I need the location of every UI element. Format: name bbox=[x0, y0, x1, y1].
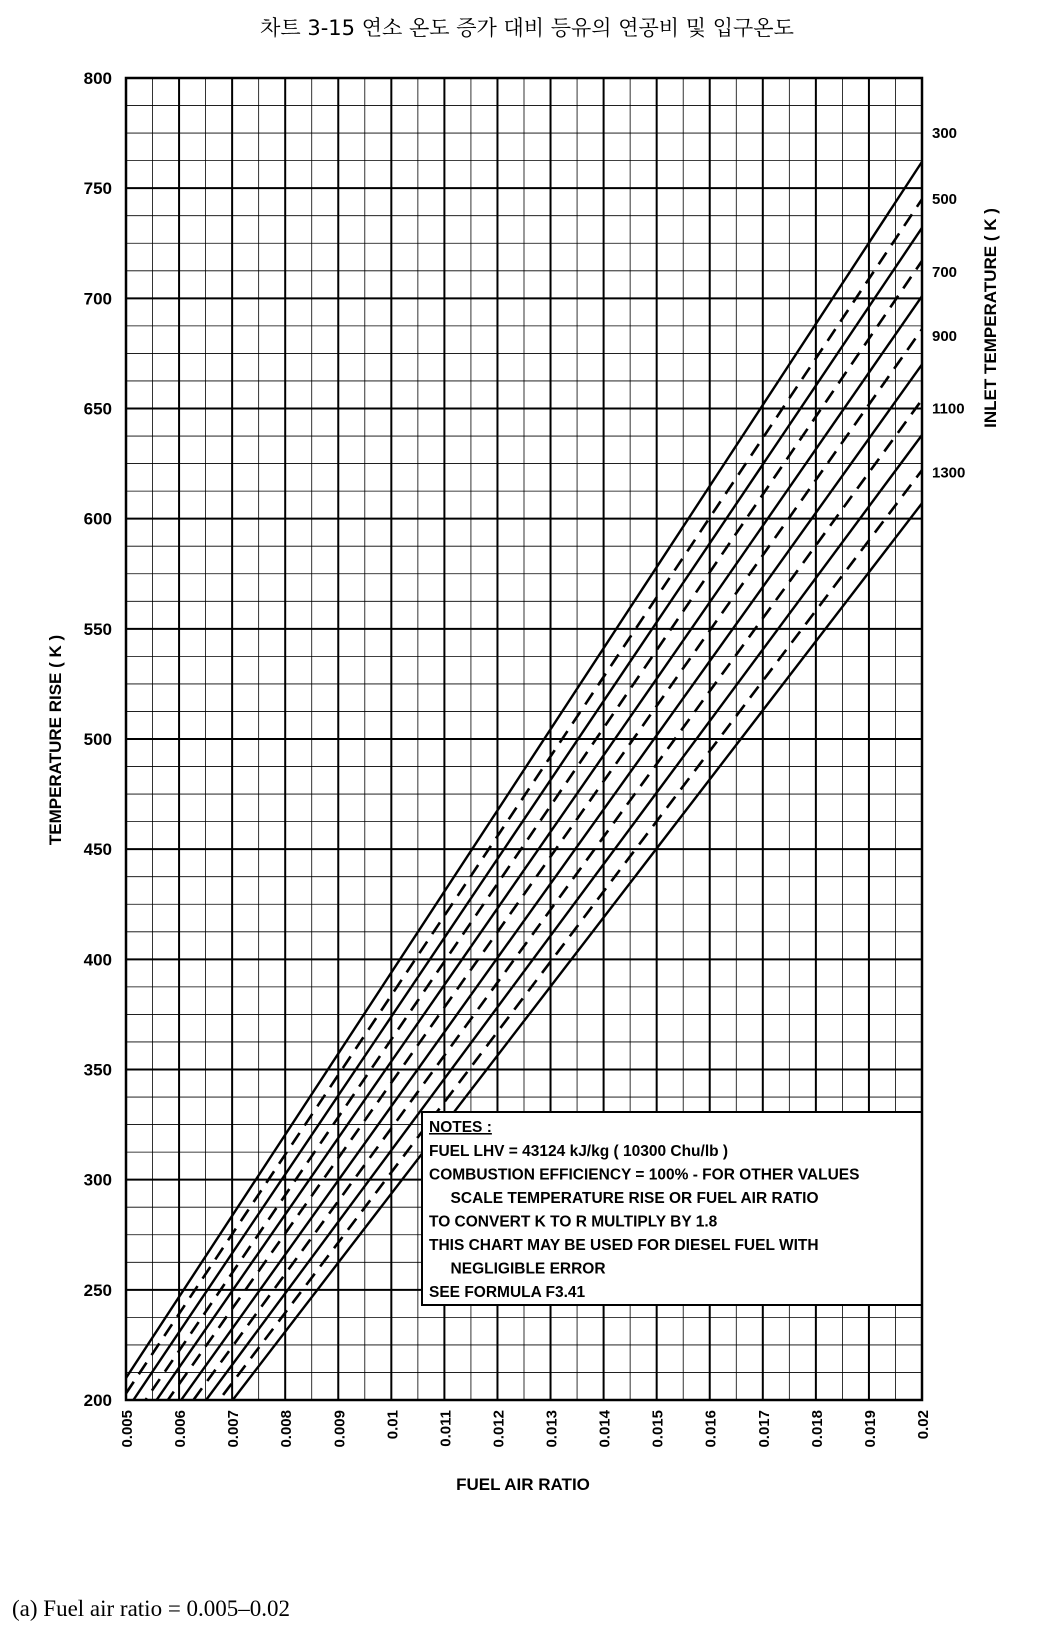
notes-box bbox=[422, 1112, 922, 1305]
x-tick-label: 0.02 bbox=[915, 1410, 932, 1440]
x-tick-label: 0.011 bbox=[437, 1410, 455, 1447]
y-tick-label: 350 bbox=[83, 1060, 112, 1080]
y-tick-label: 700 bbox=[83, 289, 112, 309]
y-tick-label: 750 bbox=[83, 179, 112, 199]
x-tick-label: 0.012 bbox=[490, 1410, 508, 1448]
note-line: COMBUSTION EFFICIENCY = 100% - FOR OTHER VALUES bbox=[429, 1166, 860, 1184]
page-title: 차트 3-15 연소 온도 증가 대비 등유의 연공비 및 입구온도 bbox=[260, 16, 794, 40]
y-tick-label: 300 bbox=[83, 1170, 112, 1190]
x-tick-label: 0.009 bbox=[331, 1410, 349, 1448]
y-tick-labels bbox=[84, 69, 112, 1410]
notes-title: NOTES : bbox=[429, 1119, 492, 1136]
y-tick-label: 250 bbox=[83, 1280, 112, 1300]
x-tick-label: 0.017 bbox=[755, 1410, 773, 1448]
series-label-700: 700 bbox=[932, 263, 958, 281]
x-tick-label: 0.008 bbox=[278, 1410, 296, 1448]
x-tick-label: 0.019 bbox=[861, 1410, 879, 1448]
y-tick-label: 400 bbox=[83, 950, 112, 970]
y-tick-label: 450 bbox=[83, 840, 112, 860]
note-line: TO CONVERT K TO R MULTIPLY BY 1.8 bbox=[429, 1213, 718, 1231]
x-tick-label: 0.018 bbox=[808, 1410, 826, 1448]
note-line: FUEL LHV = 43124 kJ/kg ( 10300 Chu/lb ) bbox=[429, 1143, 729, 1160]
series-label-300: 300 bbox=[932, 125, 958, 143]
note-line: SEE FORMULA F3.41 bbox=[429, 1284, 586, 1301]
y-tick-label: 650 bbox=[83, 399, 112, 419]
y-axis-title: TEMPERATURE RISE ( K ) bbox=[46, 634, 65, 846]
y-tick-label: 500 bbox=[83, 730, 112, 749]
series-label-500: 500 bbox=[932, 191, 958, 209]
series-label-900: 900 bbox=[932, 327, 958, 345]
note-line: THIS CHART MAY BE USED FOR DIESEL FUEL WITH bbox=[429, 1237, 819, 1254]
x-tick-label: 0.014 bbox=[596, 1410, 614, 1448]
y-tick-label: 600 bbox=[83, 509, 112, 529]
note-line: NEGLIGIBLE ERROR bbox=[429, 1260, 606, 1278]
x-tick-labels bbox=[119, 1409, 932, 1447]
figure-caption: (a) Fuel air ratio = 0.005–0.02 bbox=[12, 1596, 291, 1621]
y-tick-label: 800 bbox=[83, 69, 112, 88]
series-label-1300: 1300 bbox=[932, 464, 966, 482]
x-axis-title: FUEL AIR RATIO bbox=[456, 1475, 590, 1494]
y-tick-label: 550 bbox=[83, 619, 112, 639]
series-label-1100: 1100 bbox=[932, 400, 965, 418]
x-tick-label: 0.007 bbox=[225, 1410, 243, 1448]
y2-axis-title: INLET TEMPERATURE ( K ) bbox=[981, 208, 1000, 428]
x-tick-label: 0.01 bbox=[384, 1410, 402, 1440]
x-tick-label: 0.016 bbox=[702, 1410, 720, 1448]
series-labels bbox=[932, 125, 965, 481]
x-tick-label: 0.005 bbox=[119, 1410, 136, 1448]
x-tick-label: 0.013 bbox=[543, 1410, 561, 1448]
note-line: SCALE TEMPERATURE RISE OR FUEL AIR RATIO bbox=[429, 1190, 819, 1207]
y-tick-label: 200 bbox=[83, 1391, 112, 1410]
x-tick-label: 0.015 bbox=[649, 1410, 667, 1448]
x-tick-label: 0.006 bbox=[172, 1410, 190, 1448]
